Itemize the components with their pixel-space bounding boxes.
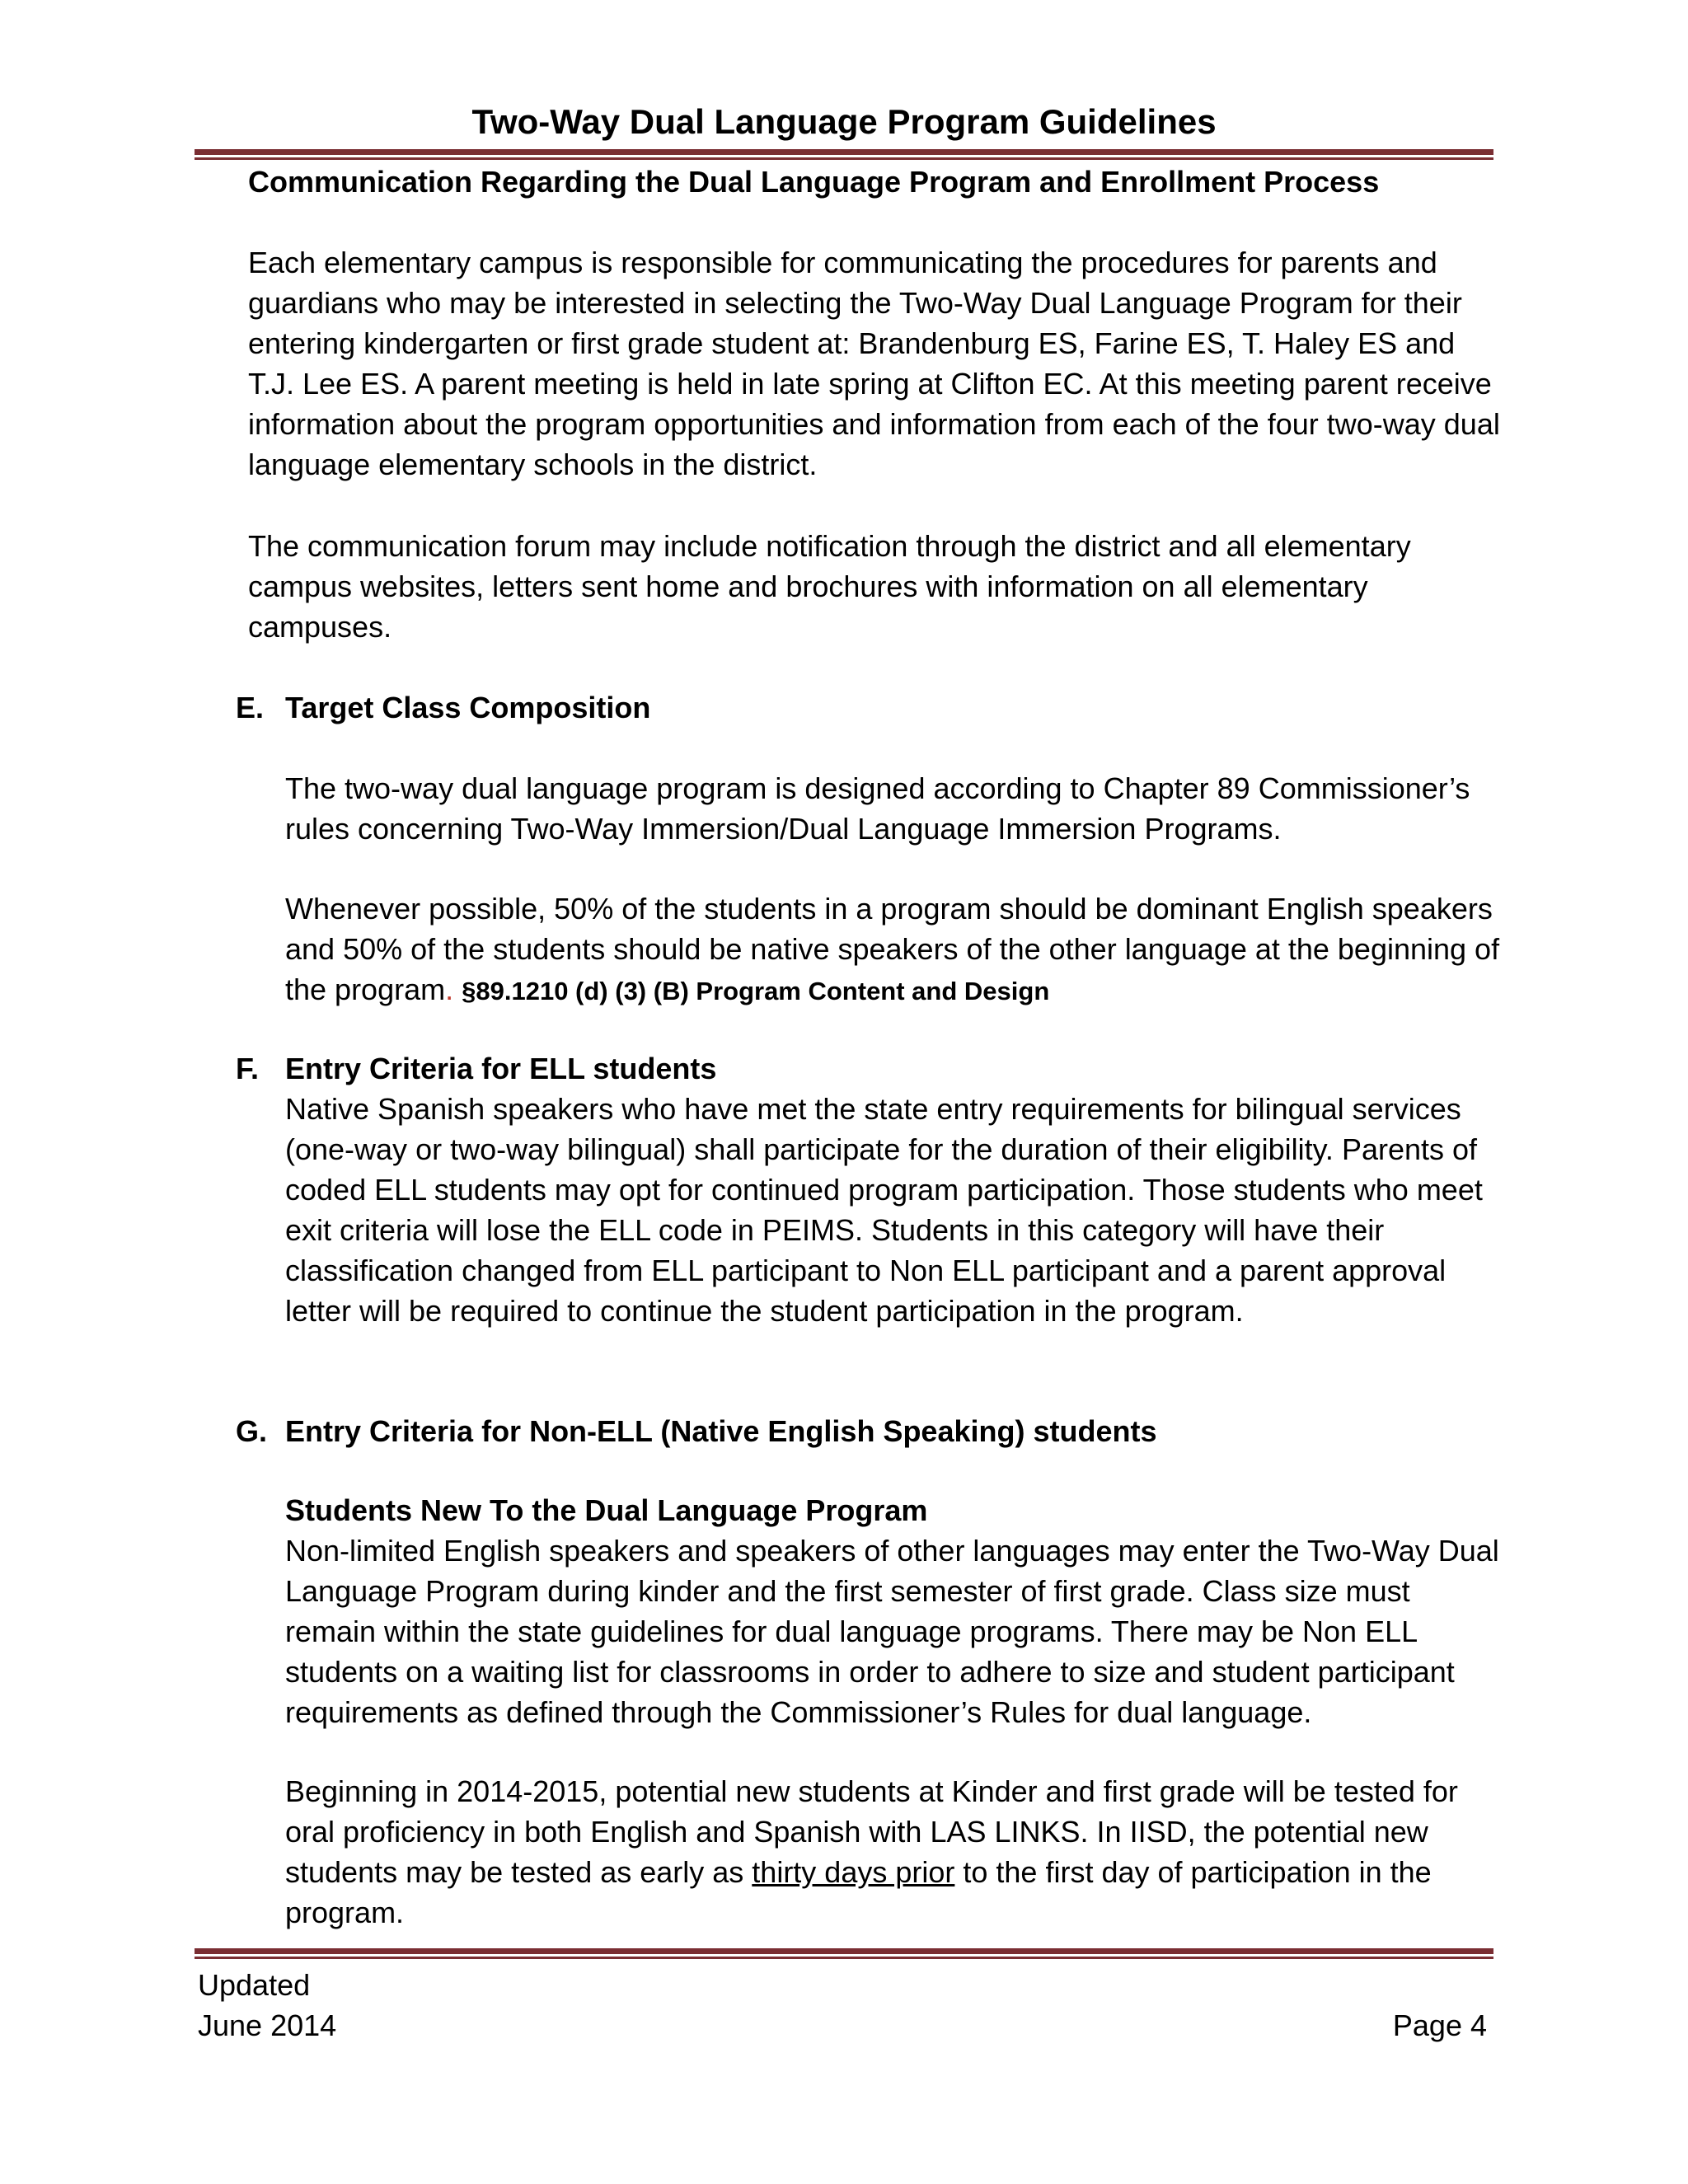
thirty-days-prior-emphasis: thirty days prior xyxy=(752,1855,955,1889)
section-g-paragraph-2 xyxy=(285,1771,1505,1933)
section-g-subheading: Students New To the Dual Language Program xyxy=(285,1493,928,1527)
section-e-title: Target Class Composition xyxy=(285,691,651,724)
section-f-paragraph: Native Spanish speakers who have met the state entry requirements for bilingual services (one-way or two-way bilingual) shall participate for the duration of their eligibility. Parents of coded ELL students may opt for continued program participation. Those students who meet exit criteria will lose the ELL code in PEIMS. Students in this category will have their classification changed from ELL participant to Non ELL participant and a parent approval letter will be required to continue the student participation in the program. xyxy=(285,1092,1483,1328)
section-g-paragraph-1: Non-limited English speakers and speakers of other languages may enter the Two-Way Dual Language Program during kinder and the first semester of first grade. Class size must remain within the state guidelines for dual language programs. There may be Non ELL students on a waiting list for classrooms in order to adhere to size and student participant requirements as defined through the Commissioner’s Rules for dual language. xyxy=(285,1534,1499,1729)
section-e-paragraph-2-text: Whenever possible, 50% of the students in a program should be dominant English speakers and 50% of the students should be native speakers of the other language at the beginning of the program xyxy=(285,892,1500,1006)
footer-page-number: Page 4 xyxy=(1392,2008,1487,2042)
footer-updated xyxy=(198,1965,336,2046)
section-e-paragraph-1: The two-way dual language program is designed according to Chapter 89 Commissioner’s rules concerning Two-Way Immersion/Dual Language Immersion Programs. xyxy=(285,771,1470,846)
section-e-paragraph-2 xyxy=(285,888,1505,1011)
section-g-letter: G. xyxy=(236,1414,268,1448)
section-f-letter: F. xyxy=(236,1052,260,1085)
footer-updated-label: Updated xyxy=(198,1968,311,2002)
section-g-paragraph-2-end: to the first day of participation in the program. xyxy=(285,1855,1432,1929)
footer-divider xyxy=(195,1948,1493,1959)
communication-paragraph-2: The communication forum may include notification through the district and all elementary campus websites, letters sent home and brochures with information on all elementary campuses. xyxy=(248,529,1411,644)
section-e-reference: §89.1210 (d) (3) (B) Program Content and Design xyxy=(462,977,1050,1005)
header-divider xyxy=(195,149,1493,160)
section-f-title: Entry Criteria for ELL students xyxy=(285,1052,717,1085)
document-title: Two-Way Dual Language Program Guidelines xyxy=(471,102,1217,141)
section-g-title: Entry Criteria for Non-ELL (Native English Speaking) students xyxy=(285,1414,1157,1448)
section-e-letter: E. xyxy=(236,691,265,724)
communication-paragraph-1: Each elementary campus is responsible for communicating the procedures for parents and guardians who may be interested in selecting the Two-Way Dual Language Program for their entering kindergarten or first grade student at: Brandenburg ES, Farine ES, T. Haley ES and T.J. Lee ES. A parent meeting is held in late spring at Clifton EC. At this meeting parent receive information about the program opportunities and information from each of the four two-way dual language elementary schools in the district. xyxy=(248,246,1500,481)
section-g-paragraph-2-start: Beginning in 2014-2015, potential new students at Kinder and first grade will be tested for oral proficiency in both English and Spanish with LAS LINKS. In IISD, the potential new students may be tested as early as xyxy=(285,1774,1458,1889)
footer-date: June 2014 xyxy=(198,2008,337,2042)
communication-heading: Communication Regarding the Dual Language Program and Enrollment Process xyxy=(248,165,1380,199)
section-e-paragraph-2-end: . xyxy=(445,972,454,1006)
